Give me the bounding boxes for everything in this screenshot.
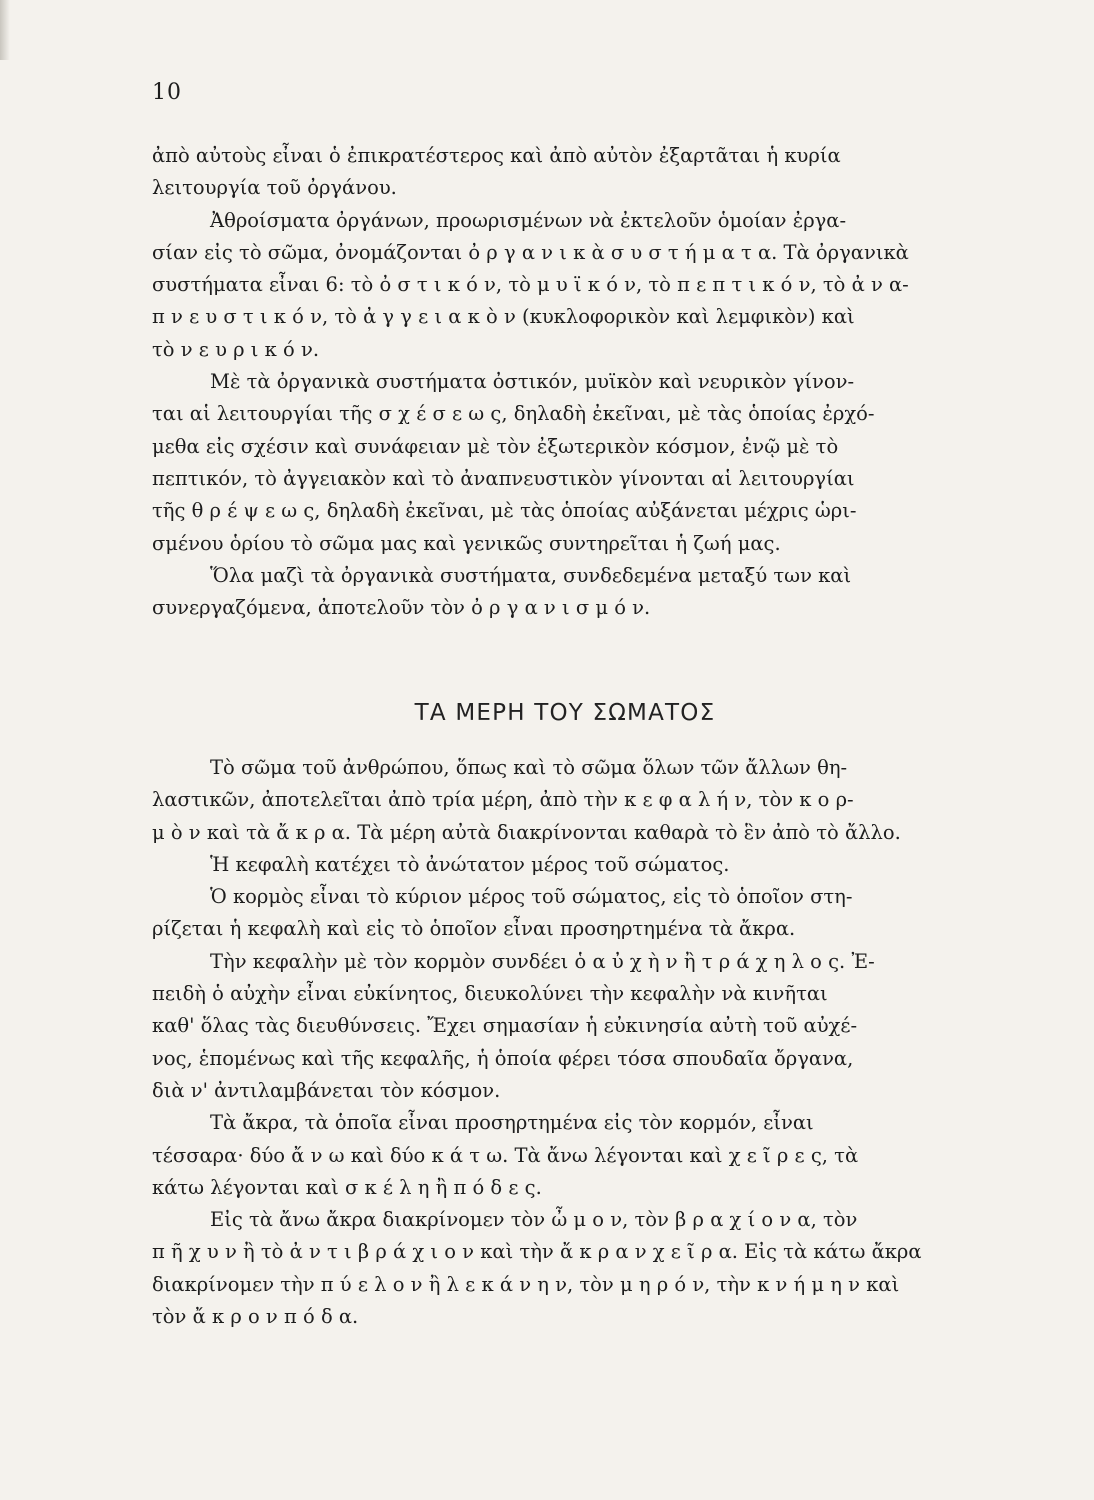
text-line: Μὲ τὰ ὀργανικὰ συστήματα ὀστικόν, μυϊκὸν καὶ νευρικὸν γίνον-	[210, 370, 855, 394]
text-line: Ἀθροίσματα ὀργάνων, προωρισμένων νὰ ἐκτελοῦν ὁμοίαν ἐργα-	[210, 208, 847, 232]
section-heading: ΤΑ ΜΕΡΗ ΤΟΥ ΣΩΜΑΤΟΣ	[414, 700, 716, 726]
text-line: ἀπὸ αὐτοὺς εἶναι ὁ ἐπικρατέστερος καὶ ἀπὸ αὐτὸν ἐξαρτᾶται ἡ κυρία	[152, 144, 841, 167]
text-line: Ὁ κορμὸς εἶναι τὸ κύριον μέρος τοῦ σώματος, εἰς τὸ ὁποῖον στη-	[210, 885, 853, 909]
text-line: Τὸ σῶμα τοῦ ἀνθρώπου, ὅπως καὶ τὸ σῶμα ὅλων τῶν ἄλλων θη-	[210, 756, 848, 779]
text-line: πεπτικόν, τὸ ἀγγειακὸν καὶ τὸ ἀναπνευστικὸν γίνονται αἱ λειτουργίαι	[152, 466, 855, 490]
text-line: Τὴν κεφαλὴν μὲ τὸν κορμὸν συνδέει ὁ α ὐ χ ὴ ν ἢ τ ρ ά χ η λ ο ς. Ἐ-	[210, 949, 875, 973]
text-line: μ ὸ ν καὶ τὰ ἄ κ ρ α. Τὰ μέρη αὐτὰ διακρίνονται καθαρὰ τὸ ἓν ἀπὸ τὸ ἄλλο.	[152, 820, 901, 844]
text-line: τὸν ἄ κ ρ ο ν π ό δ α.	[152, 1305, 359, 1329]
text-line: σίαν εἰς τὸ σῶμα, ὀνομάζονται ὀ ρ γ α ν ι κ ὰ σ υ σ τ ή μ α τ α. Τὰ ὀργανικὰ	[152, 240, 909, 264]
text-block-organ-systems	[152, 140, 978, 624]
text-line: κάτω λέγονται καὶ σ κ έ λ η ἢ π ό δ ε ς.	[152, 1175, 542, 1199]
text-line: λαστικῶν, ἀποτελεῖται ἀπὸ τρία μέρη, ἀπὸ τὴν κ ε φ α λ ή ν, τὸν κ ο ρ-	[152, 788, 854, 812]
text-line: σμένου ὁρίου τὸ σῶμα μας καὶ γενικῶς συντηρεῖται ἡ ζωή μας.	[152, 531, 781, 555]
text-line: ρίζεται ἡ κεφαλὴ καὶ εἰς τὸ ὁποῖον εἶναι προσηρτημένα τὰ ἄκρα.	[152, 917, 796, 941]
text-block-body-parts	[152, 752, 978, 1333]
page-number: 10	[152, 80, 182, 105]
text-line: μεθα εἰς σχέσιν καὶ συνάφειαν μὲ τὸν ἐξωτερικὸν κόσμον, ἐνῷ μὲ τὸ	[152, 434, 839, 458]
text-line: τὸ ν ε υ ρ ι κ ό ν.	[152, 337, 320, 361]
text-line: καθ' ὅλας τὰς διευθύνσεις. Ἔχει σημασίαν ἡ εὐκινησία αὐτὴ τοῦ αὐχέ-	[152, 1014, 858, 1038]
page-edge-shadow	[0, 0, 10, 60]
text-line: διὰ ν' ἀντιλαμβάνεται τὸν κόσμον.	[152, 1078, 501, 1102]
text-line: νος, ἑπομένως καὶ τῆς κεφαλῆς, ἡ ὁποία φέρει τόσα σπουδαῖα ὄργανα,	[152, 1046, 854, 1070]
text-line: Ὅλα μαζὶ τὰ ὀργανικὰ συστήματα, συνδεδεμένα μεταξύ των καὶ	[210, 563, 852, 587]
text-line: Τὰ ἄκρα, τὰ ὁποῖα εἶναι προσηρτημένα εἰς τὸν κορμόν, εἶναι	[210, 1111, 814, 1135]
text-line: π ν ε υ σ τ ι κ ό ν, τὸ ἀ γ γ ε ι α κ ὸ ν (κυκλοφορικὸν καὶ λεμφικὸν) καὶ	[152, 305, 855, 329]
text-line: συνεργαζόμενα, ἀποτελοῦν τὸν ὀ ρ γ α ν ι σ μ ό ν.	[152, 596, 651, 620]
text-line: λειτουργία τοῦ ὀργάνου.	[152, 176, 397, 200]
text-line: ται αἱ λειτουργίαι τῆς σ χ έ σ ε ω ς, δηλαδὴ ἐκεῖναι, μὲ τὰς ὁποίας ἐρχό-	[152, 402, 875, 426]
text-line: Ἡ κεφαλὴ κατέχει τὸ ἀνώτατον μέρος τοῦ σώματος.	[210, 852, 730, 876]
text-line: τέσσαρα· δύο ἄ ν ω καὶ δύο κ ά τ ω. Τὰ ἄνω λέγονται καὶ χ ε ῖ ρ ε ς, τὰ	[152, 1143, 859, 1167]
text-line: Εἰς τὰ ἄνω ἄκρα διακρίνομεν τὸν ὦ μ ο ν, τὸν β ρ α χ ί ο ν α, τὸν	[210, 1208, 858, 1232]
text-line: διακρίνομεν τὴν π ύ ε λ ο ν ἢ λ ε κ ά ν η ν, τὸν μ η ρ ό ν, τὴν κ ν ή μ η ν καὶ	[152, 1272, 900, 1296]
text-line: π ῆ χ υ ν ἢ τὸ ἀ ν τ ι β ρ ά χ ι ο ν καὶ τὴν ἄ κ ρ α ν χ ε ῖ ρ α. Εἰς τὰ κάτω ἄκρα	[152, 1240, 922, 1264]
text-line: συστήματα εἶναι 6: τὸ ὀ σ τ ι κ ό ν, τὸ μ υ ϊ κ ό ν, τὸ π ε π τ ι κ ό ν, τὸ ἀ ν α-	[152, 273, 909, 297]
text-line: πειδὴ ὁ αὐχὴν εἶναι εὐκίνητος, διευκολύνει τὴν κεφαλὴν νὰ κινῆται	[152, 982, 828, 1006]
text-line: τῆς θ ρ έ ψ ε ω ς, δηλαδὴ ἐκεῖναι, μὲ τὰς ὁποίας αὐξάνεται μέχρις ὡρι-	[152, 499, 857, 523]
